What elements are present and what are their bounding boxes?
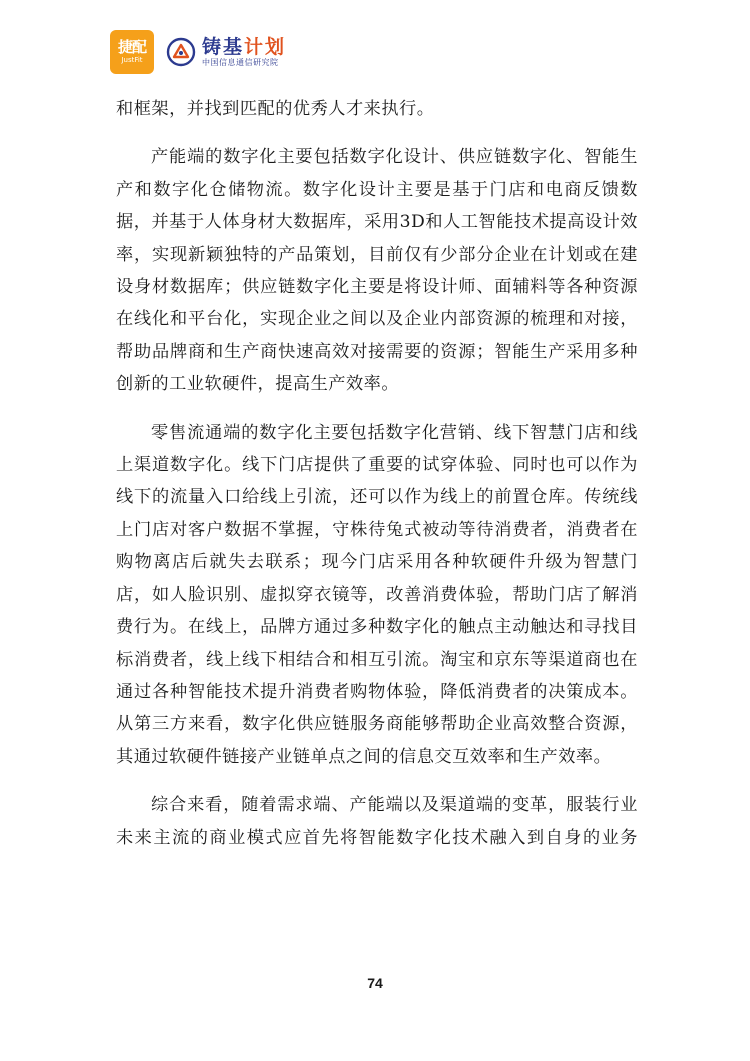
paragraph-summary: 综合来看，随着需求端、产能端以及渠道端的变革，服装行业未来主流的商业模式应首先将智能数字化技术融入到自身的业务 xyxy=(116,795,638,848)
paragraph-retail: 零售流通端的数字化主要包括数字化营销、线下智慧门店和线上渠道数字化。线下门店提供了重要的试穿体验、同时也可以作为线下的流量入口给线上引流，还可以作为线上的前置仓库。传统线上门店对客户数据不掌握，守株待兔式被动等待消费者，消费者在购物离店后就失去联系；现今门店采用各种软硬件升级为智慧门店，如人脸识别、虚拟穿衣镜等，改善消费体验，帮助门店了解消费行为。在线上，品牌方通过多种数字化的触点主动触达和寻找目标消费者，线上线下相结合和相互引流。淘宝和京东等渠道商也在通过各种智能技术提升消费者购物体验，降低消费者的决策成本。从第三方来看，数字化供应链服务商能够帮助企业高效整合资源，其通过软硬件链接产业链单点之间的信息交互效率和生产效率。 xyxy=(116,422,638,767)
zhuji-title-part1: 铸基 xyxy=(202,36,245,58)
justfit-logo-en: JustFit xyxy=(121,56,143,64)
justfit-logo-cn: 捷配 xyxy=(117,38,146,56)
paragraph-production: 产能端的数字化主要包括数字化设计、供应链数字化、智能生产和数字化仓储物流。数字化设计主要是基于门店和电商反馈数据，并基于人体身材大数据库，采用3D和人工智能技术提高设计效率，实现新颖独特的产品策划，目前仅有少部分企业在计划或在建设身材数据库；供应链数字化主要是将设计师、面辅料等各种资源在线化和平台化，实现企业之间以及企业内部资源的梳理和对接，帮助品牌商和生产商快速高效对接需要的资源；智能生产采用多种创新的工业软硬件，提高生产效率。 xyxy=(116,147,638,395)
caict-subtitle: 中国信息通信研究院 xyxy=(202,58,279,67)
zhuji-plan-title xyxy=(202,36,286,58)
zhuji-title-part2: 计划 xyxy=(244,36,287,58)
paragraph-continuation: 和框架，并找到匹配的优秀人才来执行。 xyxy=(116,99,435,119)
zhuji-plan-logo xyxy=(166,36,286,68)
page-number: 74 xyxy=(367,975,383,991)
justfit-logo xyxy=(110,30,154,74)
page-header xyxy=(110,30,286,74)
document-body xyxy=(116,93,638,854)
caict-seal-icon xyxy=(166,37,196,67)
